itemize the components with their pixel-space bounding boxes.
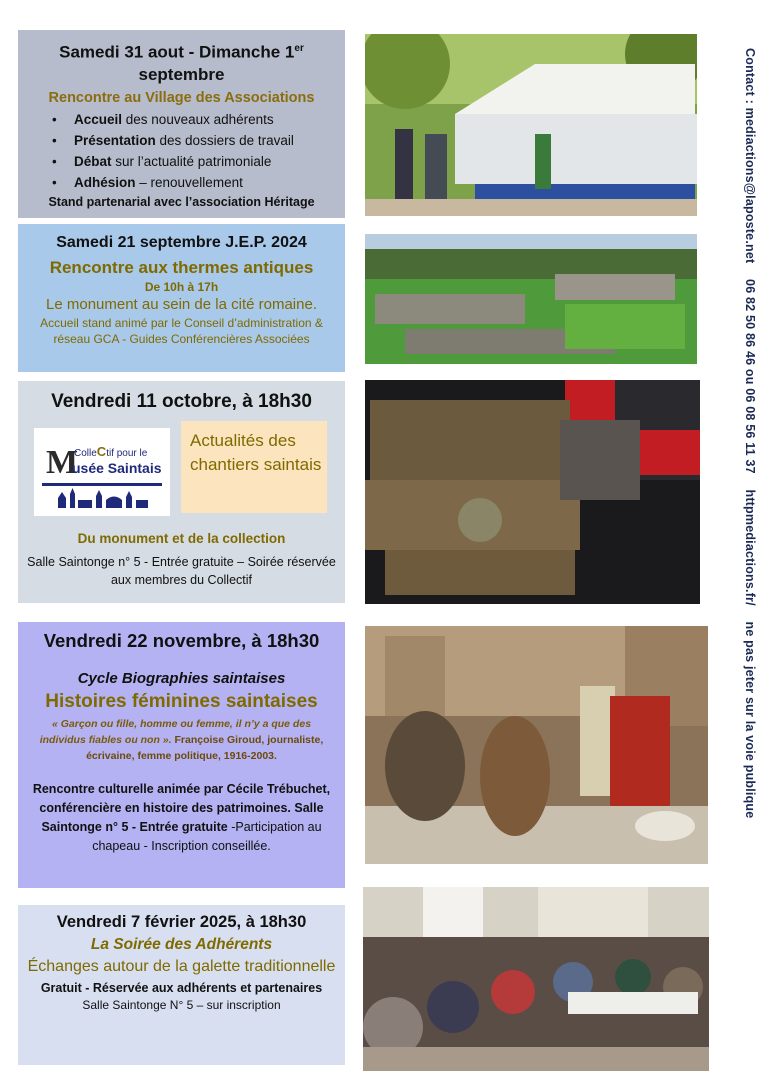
event-cycle: Cycle Biographies saintaises <box>77 670 286 687</box>
photo-association-stand <box>365 34 697 216</box>
event-date: Vendredi 11 octobre, à 18h30 <box>51 391 312 412</box>
event-details: Rencontre culturelle animée par Cécile Trébuchet, conférencière en histoire des patrimoines. Salle Saintonge n° 5 - Entrée gratuite -Participation au chapeau - Inscription conseillée. <box>32 782 331 853</box>
list-item: • Adhésion – renouvellement <box>52 172 345 193</box>
event-highlight: Actualités des chantiers saintais <box>181 421 327 513</box>
event-soiree-adherents <box>18 905 345 1065</box>
town-silhouette-icon <box>54 488 154 510</box>
photo-historical-painting <box>365 626 708 864</box>
disposal-notice: ne pas jeter sur la voie publique <box>743 621 757 819</box>
event-date: Samedi 31 aout - Dimanche 1er septembre <box>59 42 304 84</box>
logo-line-2: usée Saintais <box>72 460 162 476</box>
event-subtitle: Rencontre aux thermes antiques <box>49 258 314 277</box>
event-details: Salle Saintonge N° 5 – sur inscription <box>82 998 281 1012</box>
event-subtitle: La Soirée des Adhérents <box>90 936 273 953</box>
event-footer: Stand partenarial avec l’association Héritage <box>48 194 315 209</box>
contact-website[interactable]: httpmediactions.fr/ <box>743 489 757 606</box>
event-subtitle: Du monument et de la collection <box>77 531 286 546</box>
contact-email[interactable]: Contact : mediactions@laposte.net <box>743 48 757 264</box>
event-quote: « Garçon ou fille, homme ou femme, il n’y a que des individus fiables ou non ». Françoise Giroud, journaliste, écrivaine, femme politique, 1916-2003. <box>39 718 324 762</box>
photo-members-evening <box>363 887 709 1071</box>
event-histoires-feminines <box>18 622 345 888</box>
event-date: Vendredi 7 février 2025, à 18h30 <box>56 913 307 931</box>
list-item: • Présentation des dossiers de travail <box>52 130 345 151</box>
event-agenda-list <box>52 109 345 193</box>
logo-divider <box>42 483 162 486</box>
event-footer: Gratuit - Réservée aux adhérents et partenaires <box>40 981 323 995</box>
event-details: Salle Saintonge n° 5 - Entrée gratuite – Soirée réservée aux membres du Collectif <box>27 555 336 587</box>
logo-line-1: ColleCtif pour le <box>74 444 148 459</box>
event-subtitle: Histoires féminines saintaises <box>45 691 318 712</box>
list-item: • Accueil des nouveaux adhérents <box>52 109 345 130</box>
event-details: Accueil stand animé par le Conseil d’administration & réseau GCA - Guides Conférencières Associées <box>40 316 323 346</box>
event-actualites-chantiers <box>18 381 345 603</box>
photo-wooden-chest <box>365 380 700 604</box>
contact-sidebar <box>739 48 759 938</box>
event-description: Échanges autour de la galette traditionnelle <box>27 958 336 975</box>
event-jep-2024 <box>18 224 345 372</box>
list-item: • Débat sur l’actualité patrimoniale <box>52 151 345 172</box>
photo-roman-baths <box>365 234 697 364</box>
event-date: Samedi 21 septembre J.E.P. 2024 <box>56 234 307 251</box>
contact-phones: 06 82 50 86 46 ou 06 08 56 11 37 <box>743 279 757 474</box>
event-subtitle: Rencontre au Village des Associations <box>48 89 315 106</box>
event-village-associations <box>18 30 345 218</box>
collectif-logo <box>34 428 170 516</box>
logo-initial: M <box>46 444 79 481</box>
event-date: Vendredi 22 novembre, à 18h30 <box>43 630 320 651</box>
event-description: Le monument au sein de la cité romaine. <box>46 296 317 313</box>
event-hours: De 10h à 17h <box>144 280 219 294</box>
